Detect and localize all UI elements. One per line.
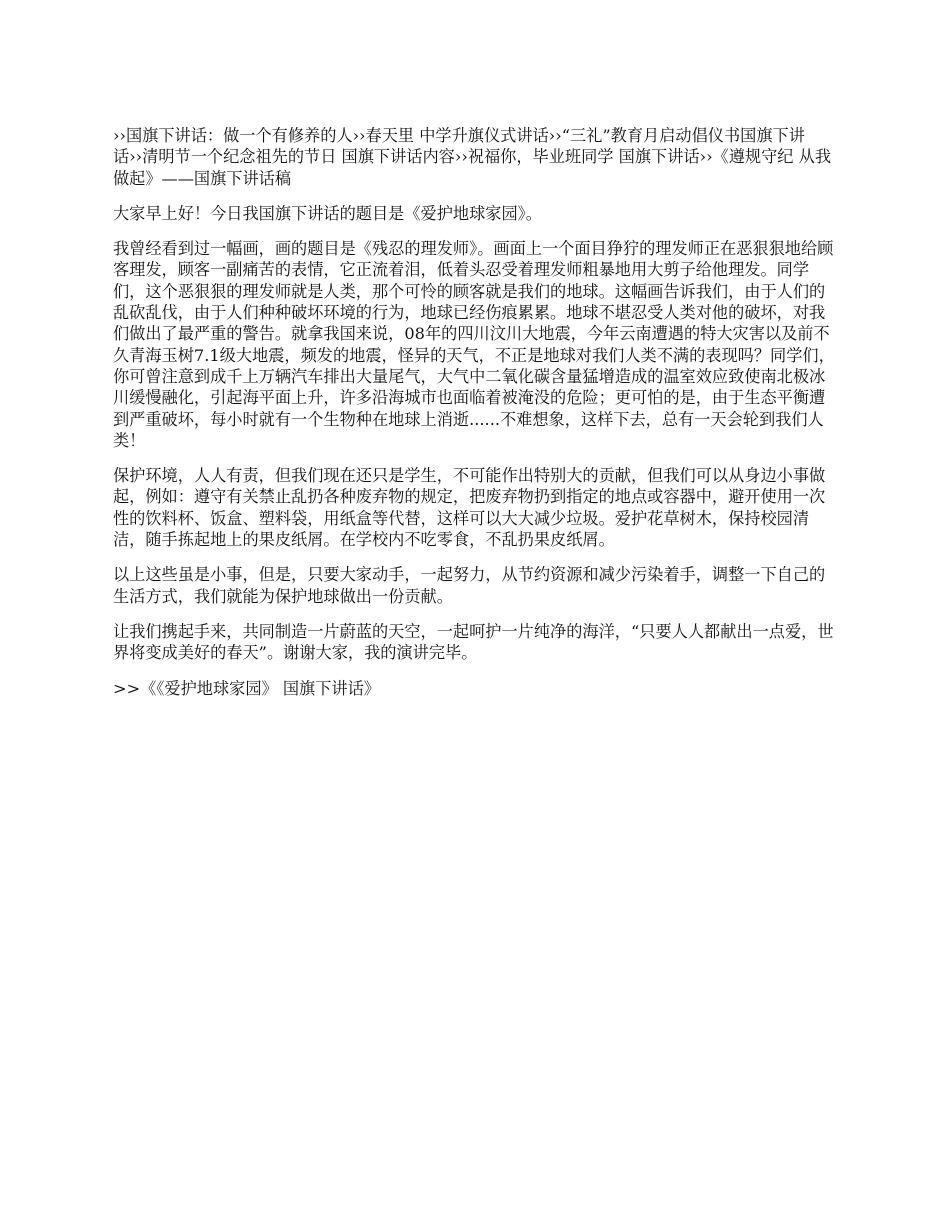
link-separator: ›› <box>129 147 143 167</box>
footer-link-line <box>113 678 839 699</box>
link-separator: ›› <box>699 147 713 167</box>
footer-article-link[interactable]: 《《爱护地球家园》 国旗下讲话》 <box>140 678 380 698</box>
related-link-6[interactable]: 《遵规守纪 从我做起》——国旗下讲话稿 <box>113 147 832 188</box>
footer-prefix: >> <box>113 678 141 698</box>
related-link-5[interactable]: 祝福你，毕业班同学 国旗下讲话 <box>467 147 700 167</box>
related-links <box>113 125 839 189</box>
link-separator: ›› <box>113 126 126 145</box>
link-separator: ›› <box>454 147 468 167</box>
speech-paragraph-1: 我曾经看到过一幅画，画的题目是《残忍的理发师》。画面上一个面目狰狞的理发师正在恶狠狠地给顾客理发，顾客一副痛苦的表情，它正流着泪，低着头忍受着理发师粗暴地用大剪子给他理发。同学们，这个恶狠狠的理发师就是人类，那个可怜的顾客就是我们的地球。这幅画告诉我们，由于人们的乱砍乱伐，由于人们种种破坏环境的行为，地球已经伤痕累累。地球不堪忍受人类对他的破坏，对我们做出了最严重的警告。就拿我国来说，08年的四川汶川大地震，今年云南遭遇的特大灾害以及前不久青海玉树7.1级大地震，频发的地震，怪异的天气，不正是地球对我们人类不满的表现吗？同学们，你可曾注意到成千上万辆汽车排出大量尾气，大气中二氧化碳含量猛增造成的温室效应致使南北极冰川缓慢融化，引起海平面上升，许多沿海城市也面临着被淹没的危险；更可怕的是，由于生态平衡遭到严重破坏，每小时就有一个生物种在地球上消逝......不难想象，这样下去，总有一天会轮到我们人类！ <box>113 239 835 450</box>
speech-paragraph-3: 以上这些虽是小事，但是，只要大家动手，一起努力，从节约资源和减少污染着手，调整一下自己的生活方式，我们就能为保护地球做出一份贡献。 <box>113 565 826 606</box>
speech-paragraph-2: 保护环境，人人有责，但我们现在还只是学生，不可能作出特别大的贡献，但我们可以从身边小事做起，例如：遵守有关禁止乱扔各种废弃物的规定，把废弃物扔到指定的地点或容器中，避开使用一次性的饮料杯、饭盒、塑料袋，用纸盒等代替，这样可以大大减少垃圾。爱护花草树木，保持校园清洁，随手拣起地上的果皮纸屑。在学校内不吃零食，不乱扔果皮纸屑。 <box>113 466 826 550</box>
speech-paragraph-4: 让我们携起手来，共同制造一片蔚蓝的天空，一起呵护一片纯净的海洋，“只要人人都献出一点爱，世界将变成美好的春天”。谢谢大家，我的演讲完毕。 <box>113 621 834 663</box>
link-separator: ›› <box>352 126 366 145</box>
related-link-2[interactable]: 春天里 中学升旗仪式讲话 <box>365 126 549 145</box>
related-link-4[interactable]: 清明节一个纪念祖先的节日 国旗下讲话内容 <box>142 147 455 167</box>
related-link-3[interactable]: “三礼”教育月启动倡仪书国旗下讲话 <box>113 126 805 167</box>
speech-greeting: 大家早上好！今日我国旗下讲话的题目是《爱护地球家园》。 <box>113 203 542 223</box>
related-link-1[interactable]: 国旗下讲话：做一个有修养的人 <box>125 126 353 145</box>
link-separator: ›› <box>548 126 562 145</box>
article <box>113 125 839 713</box>
